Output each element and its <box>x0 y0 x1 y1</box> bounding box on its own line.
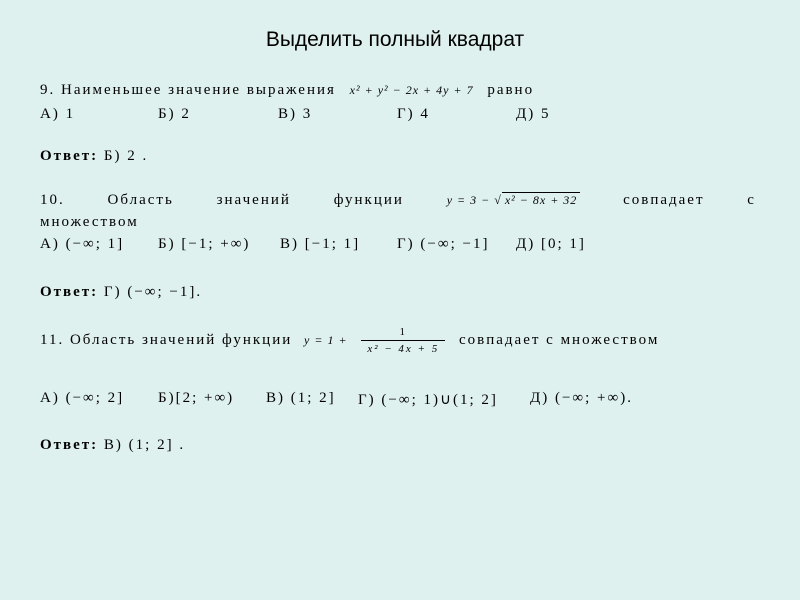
problem-9-question <box>40 82 534 99</box>
problem-10-option-d: Г) (−∞; −1] <box>397 236 490 252</box>
problem-11-question <box>40 326 659 355</box>
problem-11-answer-label: Ответ: <box>40 437 99 453</box>
problem-9-option-a: А) 1 <box>40 106 76 122</box>
problem-11-option-b: Б)[2; +∞) <box>158 390 235 406</box>
problem-11-fraction <box>361 326 445 355</box>
problem-10-options <box>40 236 760 258</box>
problem-11-option-c: В) (1; 2] <box>266 390 336 406</box>
problem-11-fraction-numerator: 1 <box>399 326 408 338</box>
problem-10-option-c: В) [−1; 1] <box>280 236 361 252</box>
problem-11-suffix: совпадает с множеством <box>458 331 660 348</box>
problem-9-option-e: Д) 5 <box>516 106 551 122</box>
problem-9-text: 9. Наименьшее значение выражения <box>40 82 336 98</box>
problem-10-word-4: функции <box>333 192 404 208</box>
problem-10-expression-radicand: x² − 8x + 32 <box>502 192 580 208</box>
problem-10-word-6: с <box>747 192 756 208</box>
problem-10-answer <box>40 284 202 301</box>
problem-10-option-e: Д) [0; 1] <box>516 236 586 252</box>
problem-10-word-3: значений <box>216 192 291 208</box>
problem-10-answer-value: Г) (−∞; −1]. <box>103 284 203 300</box>
problem-10-question <box>40 192 756 209</box>
problem-9-suffix: равно <box>487 82 535 98</box>
problem-9-option-d: Г) 4 <box>397 106 430 122</box>
problem-11-options <box>40 390 760 412</box>
problem-11-answer <box>40 437 185 454</box>
problem-9-options <box>40 106 760 126</box>
problem-10-word-1: 10. <box>40 192 65 208</box>
problem-9-answer <box>40 148 148 165</box>
problem-11-text: 11. Область значений функции <box>40 331 293 348</box>
problem-10-option-b: Б) [−1; +∞) <box>158 236 251 252</box>
problem-10-expression-left: y = 3 − <box>446 193 491 207</box>
problem-10-word-2: Область <box>107 192 174 208</box>
problem-11-option-d: Г) (−∞; 1)∪(1; 2] <box>358 392 498 408</box>
problem-11-answer-value: В) (1; 2] . <box>103 437 186 453</box>
problem-9-option-b: Б) 2 <box>158 106 191 122</box>
problem-9-expression: x² + y² − 2x + 4y + 7 <box>349 83 474 97</box>
problem-9-option-c: В) 3 <box>278 106 313 122</box>
problem-10-answer-label: Ответ: <box>40 284 99 300</box>
problem-11-option-e: Д) (−∞; +∞). <box>530 390 633 406</box>
problem-10-line-2: множеством <box>40 214 139 230</box>
problem-10-word-5: совпадает <box>623 192 705 208</box>
problem-11-expression-left: y = 1 + <box>304 332 348 347</box>
problem-11-fraction-denominator: x² − 4x + 5 <box>361 340 445 355</box>
problem-9-answer-value: Б) 2 . <box>103 148 149 164</box>
problem-10-option-a: А) (−∞; 1] <box>40 236 125 252</box>
problem-11-option-a: А) (−∞; 2] <box>40 390 125 406</box>
radical-sign-icon: √ <box>494 193 502 207</box>
problem-9-answer-label: Ответ: <box>40 148 99 164</box>
slide-title: Выделить полный квадрат <box>265 28 525 51</box>
problem-10-expression <box>447 192 581 208</box>
